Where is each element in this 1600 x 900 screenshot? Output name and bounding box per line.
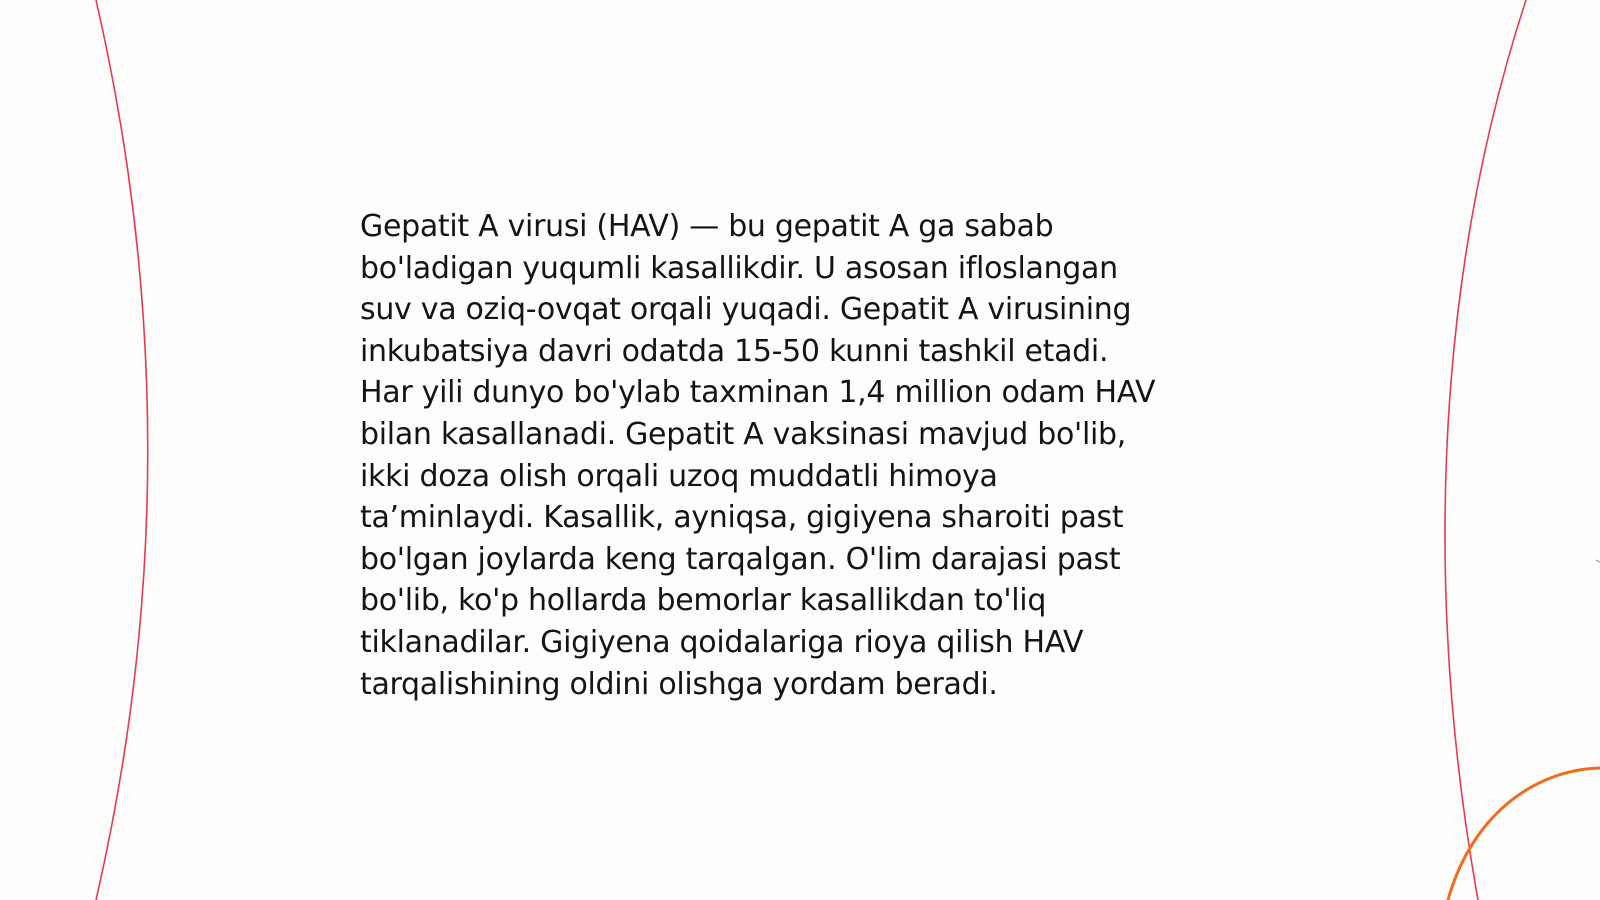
small-mark [1596,560,1600,562]
orange-arc [1448,768,1600,900]
paragraph-line: Har yili dunyo bo'ylab taxminan 1,4 million odam HAV [360,375,1156,411]
paragraph-line: bo'ladigan yuqumli kasallikdir. U asosan ifloslangan [360,250,1118,286]
body-paragraph [360,206,1260,705]
right-curve [1445,0,1526,900]
paragraph-line: bo'lgan joylarda keng tarqalgan. O'lim darajasi past [360,541,1121,577]
paragraph-line: suv va oziq-ovqat orqali yuqadi. Gepatit A virusining [360,292,1132,328]
left-curve [96,0,148,900]
paragraph-line: ta’minlaydi. Kasallik, ayniqsa, gigiyena sharoiti past [360,500,1124,536]
paragraph-line: tarqalishining oldini olishga yordam beradi. [360,666,998,702]
paragraph-line: Gepatit A virusi (HAV) — bu gepatit A ga sabab [360,209,1054,244]
paragraph-line: ikki doza olish orqali uzoq muddatli himoya [360,458,998,494]
paragraph-line: tiklanadilar. Gigiyena qoidalariga rioya qilish HAV [360,624,1084,660]
paragraph-line: bilan kasallanadi. Gepatit A vaksinasi mavjud bo'lib, [360,416,1127,452]
paragraph-line: bo'lib, ko'p hollarda bemorlar kasallikdan to'liq [360,583,1047,619]
paragraph-line: inkubatsiya davri odatda 15-50 kunni tashkil etadi. [360,333,1109,369]
